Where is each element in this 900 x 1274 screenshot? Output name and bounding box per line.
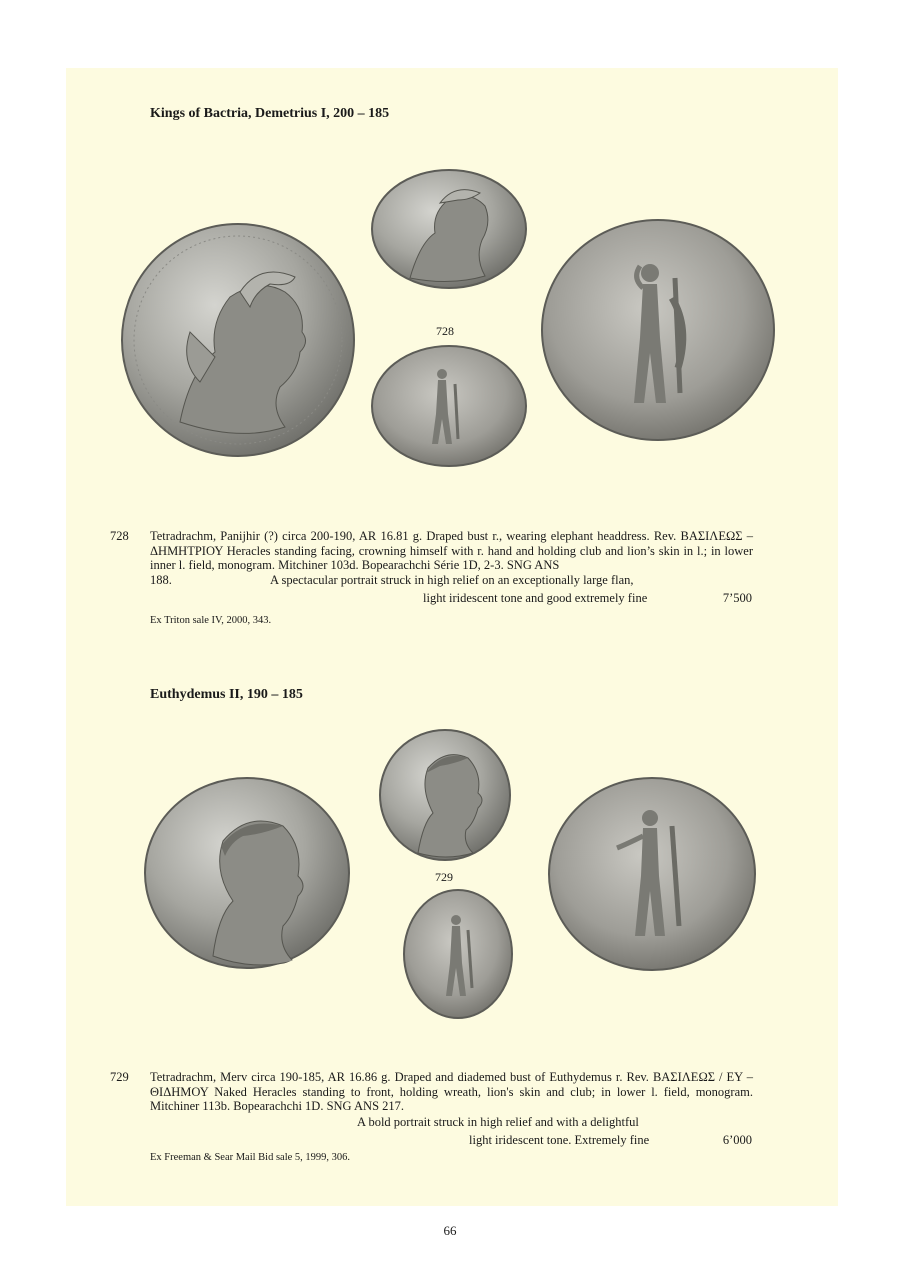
- lot-grade-729: light iridescent tone. Extremely fine: [469, 1133, 650, 1147]
- lot-description-729: Tetradrachm, Merv circa 190-185, AR 16.86 g. Draped and diademed bust of Euthydemus r. Rev. ΒΑΣΙΛΕΩΣ / ΕΥ – ΘΙΔΗΜΟΥ Naked Heracles standing to front, holding wreath, lion's skin and club; in lower l. field, monogram. Mitchiner 113b. Bopearachchi 1D. SNG ANS 217.: [150, 1070, 753, 1113]
- reverse-small-coin-728-icon: [370, 344, 528, 468]
- lot-description-728: Tetradrachm, Panijhir (?) circa 200-190, AR 16.81 g. Draped bust r., wearing elephant headdress. Rev. ΒΑΣΙΛΕΩΣ – ΔΗΜΗΤΡΙΟΥ Heracles standing facing, crowning himself with r. hand and holding club and lion’s skin in l.; in lower inner l. field, monogram. Mitchiner 103d. Bopearachchi Série 1D, 2-3. SNG ANS: [150, 529, 753, 572]
- coin-label-729: 729: [435, 870, 453, 884]
- section-heading-euthydemus: Euthydemus II, 190 – 185: [150, 687, 303, 702]
- page-number: 66: [443, 1223, 457, 1238]
- coin-label-728: 728: [436, 324, 454, 338]
- lot-price-729: 6’000: [722, 1133, 752, 1147]
- lot-provenance-728: Ex Triton sale IV, 2000, 343.: [150, 615, 272, 626]
- reverse-coin-728-icon: [540, 218, 776, 442]
- lot-description-tail-728: 188.: [150, 573, 172, 587]
- lot-grade-728: light iridescent tone and good extremely fine: [423, 591, 648, 605]
- reverse-small-coin-729-icon: [402, 888, 514, 1020]
- lot-comment-728: A spectacular portrait struck in high relief on an exceptionally large flan,: [270, 573, 634, 587]
- obverse-coin-728-icon: [120, 222, 356, 458]
- section-heading-demetrius: Kings of Bactria, Demetrius I, 200 – 185: [150, 106, 390, 121]
- reverse-coin-729-icon: [547, 776, 757, 972]
- lot-number-729: 729: [110, 1070, 129, 1084]
- obverse-small-coin-728-icon: [370, 168, 528, 290]
- lot-price-728: 7’500: [722, 591, 752, 605]
- lot-number-728: 728: [110, 529, 129, 543]
- lot-provenance-729: Ex Freeman & Sear Mail Bid sale 5, 1999, 306.: [150, 1152, 351, 1163]
- lot-comment-729: A bold portrait struck in high relief and with a delightful: [357, 1115, 639, 1129]
- obverse-coin-729-icon: [143, 776, 351, 970]
- obverse-small-coin-729-icon: [378, 728, 512, 862]
